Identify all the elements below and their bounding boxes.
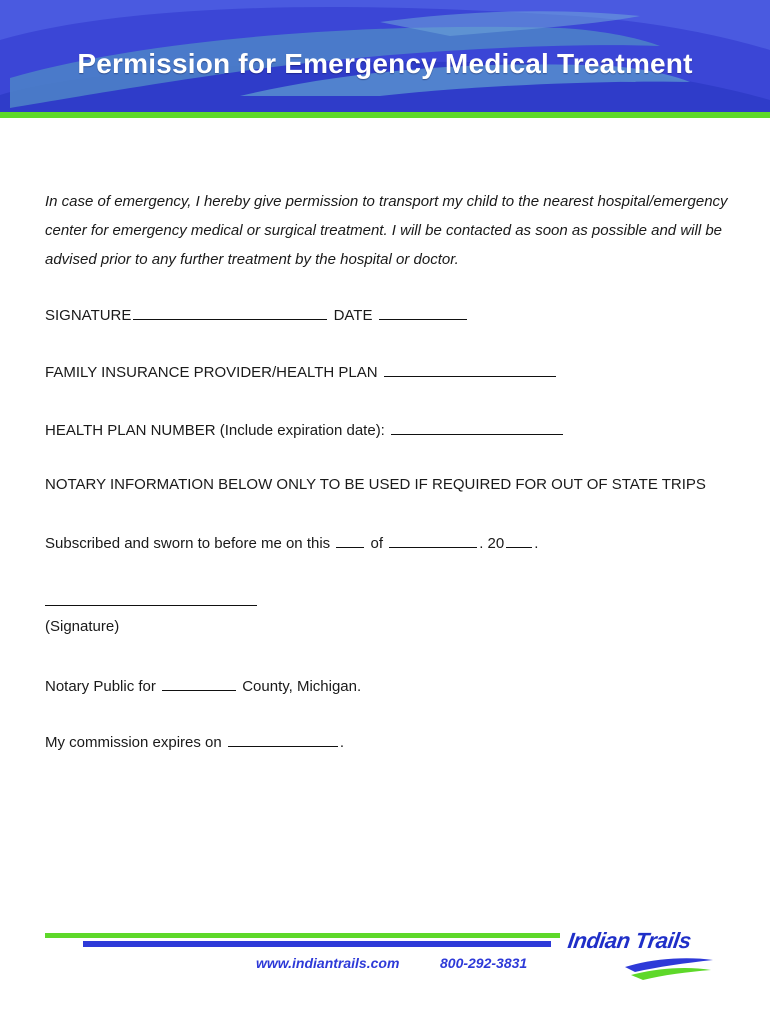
- sworn-of: of: [370, 535, 384, 552]
- signature-field[interactable]: [133, 305, 327, 320]
- footer-blue-bar: [83, 941, 551, 947]
- header-banner: [0, 0, 770, 120]
- commission-row: [45, 732, 344, 751]
- county-michigan-text: County, Michigan.: [242, 678, 362, 695]
- health-plan-field[interactable]: [391, 420, 563, 435]
- health-plan-label: HEALTH PLAN NUMBER (Include expiration date):: [45, 422, 385, 439]
- footer-phone: 800-292-3831: [440, 955, 528, 971]
- notary-signature-caption: (Signature): [45, 618, 120, 635]
- page-title: Permission for Emergency Medical Treatment: [77, 48, 693, 79]
- sworn-row: [45, 533, 538, 552]
- sworn-day-field[interactable]: [336, 533, 364, 548]
- indian-trails-logo: [565, 925, 717, 985]
- insurance-row: [45, 362, 558, 381]
- sworn-month-field[interactable]: [389, 533, 477, 548]
- commission-date-field[interactable]: [228, 732, 338, 747]
- sworn-year-field[interactable]: [506, 533, 532, 548]
- insurance-field[interactable]: [384, 362, 556, 377]
- sworn-text: Subscribed and sworn to before me on this: [45, 535, 331, 552]
- signature-label: SIGNATURE: [45, 307, 132, 324]
- footer-green-bar: [45, 933, 560, 938]
- notary-public-label: Notary Public for: [45, 678, 156, 695]
- footer-website[interactable]: www.indiantrails.com: [256, 955, 400, 971]
- sworn-year-prefix: . 20: [479, 535, 505, 552]
- insurance-label: FAMILY INSURANCE PROVIDER/HEALTH PLAN: [45, 364, 378, 381]
- health-plan-row: [45, 420, 565, 439]
- date-field[interactable]: [379, 305, 467, 320]
- notary-signature-field[interactable]: [45, 605, 257, 606]
- commission-end: .: [339, 734, 345, 751]
- date-label: DATE: [333, 307, 373, 324]
- signature-date-row: [45, 305, 469, 324]
- notary-notice: NOTARY INFORMATION BELOW ONLY TO BE USED IF REQUIRED FOR OUT OF STATE TRIPS: [45, 476, 706, 493]
- sworn-end: .: [534, 535, 539, 552]
- logo-wordmark: Indian Trails: [566, 928, 693, 953]
- notary-public-row: [45, 676, 361, 695]
- intro-paragraph: In case of emergency, I hereby give permission to transport my child to the nearest hospital/emergency center for emergency medical or surgical treatment. I will be contacted as soon as possible and will be advised prior to any further treatment by the hospital or doctor.: [45, 193, 728, 268]
- logo-swoosh-icon: [565, 925, 717, 985]
- county-field[interactable]: [162, 676, 236, 691]
- commission-label: My commission expires on: [45, 734, 222, 751]
